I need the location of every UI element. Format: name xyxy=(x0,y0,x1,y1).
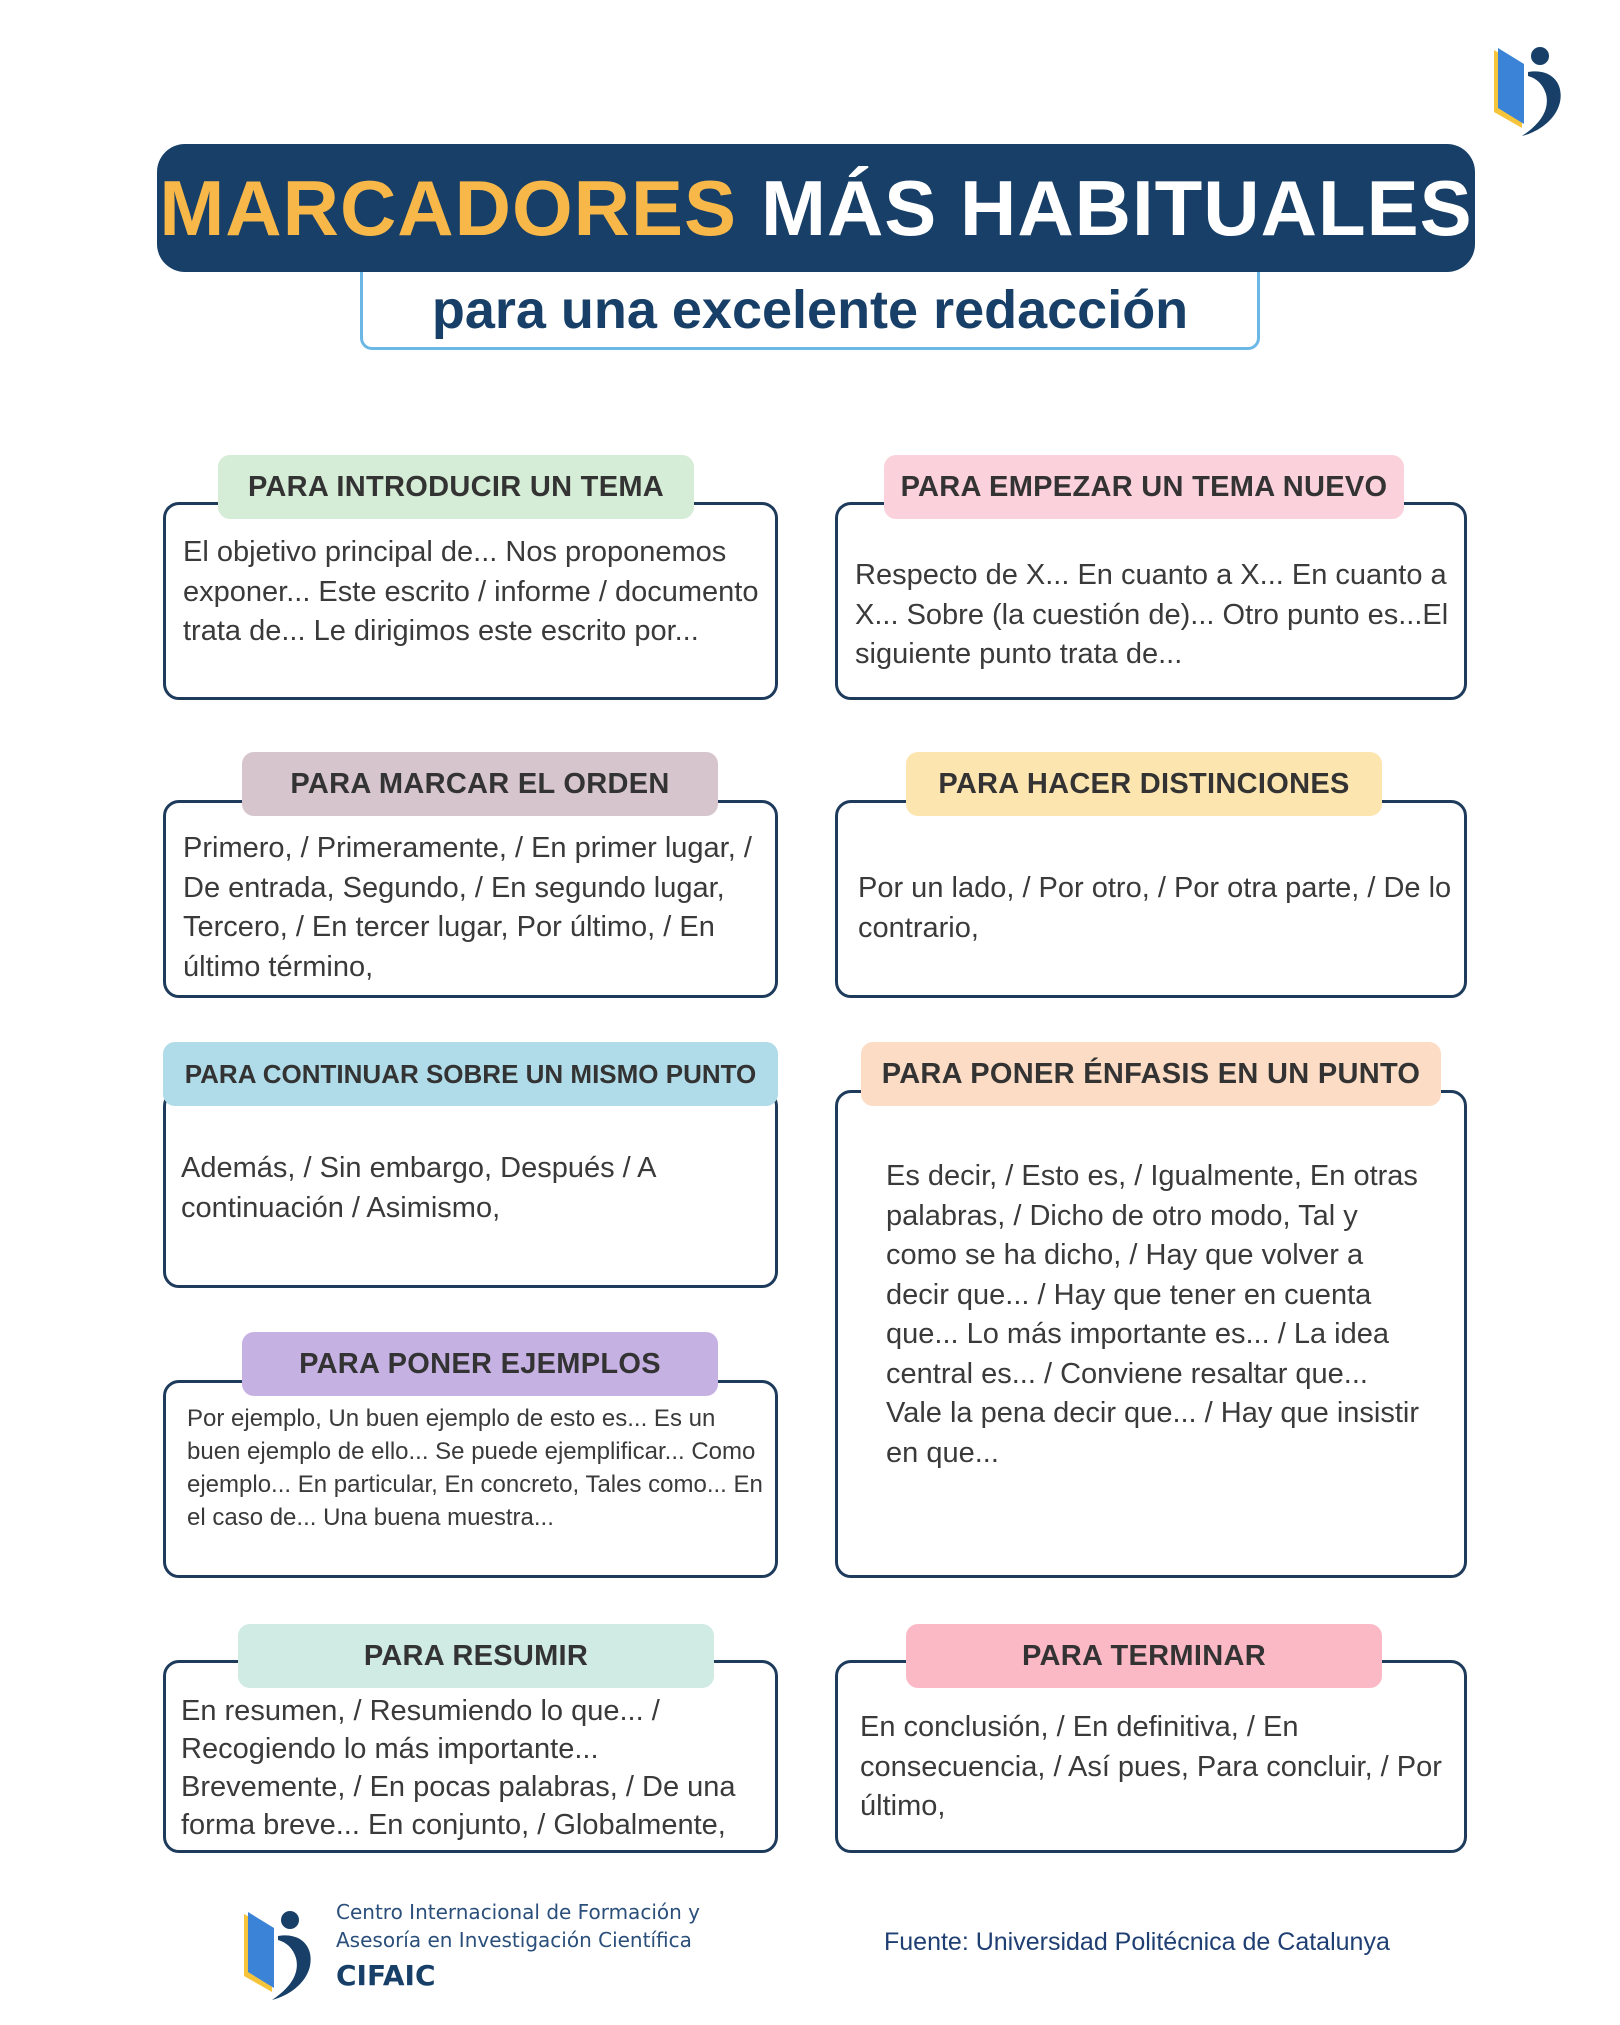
card-text: Respecto de X... En cuanto a X... En cuanto a X... Sobre (la cuestión de)... Otro punto es...El siguiente punto trata de... xyxy=(855,559,1449,670)
card-text: Por un lado, / Por otro, / Por otra parte, / De lo contrario, xyxy=(858,872,1452,944)
card-poner-ejemplos xyxy=(163,1380,778,1578)
card-terminar xyxy=(835,1660,1467,1853)
label-poner-ejemplos: PARA PONER EJEMPLOS xyxy=(242,1332,718,1396)
label-poner-enfasis: PARA PONER ÉNFASIS EN UN PUNTO xyxy=(861,1042,1441,1106)
label-introducir-tema: PARA INTRODUCIR UN TEMA xyxy=(218,455,694,519)
card-poner-enfasis xyxy=(835,1090,1467,1578)
page-subtitle: para una excelente redacción xyxy=(360,272,1260,350)
org-abbreviation: CIFAIC xyxy=(336,1959,436,1992)
footer-organization xyxy=(336,1898,700,1998)
title-highlight: MARCADORES xyxy=(159,163,737,252)
card-text: En conclusión, / En definitiva, / En consecuencia, / Así pues, Para concluir, / Por último, xyxy=(860,1711,1442,1822)
title-rest: MÁS HABITUALES xyxy=(761,163,1473,252)
card-text: Primero, / Primeramente, / En primer lugar, / De entrada, Segundo, / En segundo lugar, Tercero, / En tercer lugar, Por último, / En último término, xyxy=(183,832,752,983)
card-marcar-orden xyxy=(163,800,778,998)
cifaic-logo-icon xyxy=(1488,36,1568,136)
page-title xyxy=(157,144,1475,272)
org-line-2: Asesoría en Investigación Científica xyxy=(336,1928,692,1952)
card-introducir-tema xyxy=(163,502,778,700)
card-text: El objetivo principal de... Nos proponemos exponer... Este escrito / informe / documento trata de... Le dirigimos este escrito por... xyxy=(183,536,759,647)
card-resumir xyxy=(163,1660,778,1853)
org-line-1: Centro Internacional de Formación y xyxy=(336,1900,700,1924)
footer-source: Fuente: Universidad Politécnica de Catalunya xyxy=(884,1928,1390,1956)
label-marcar-orden: PARA MARCAR EL ORDEN xyxy=(242,752,718,816)
cifaic-footer-logo-icon xyxy=(238,1900,318,2000)
card-text: Por ejemplo, Un buen ejemplo de esto es... Es un buen ejemplo de ello... Se puede ejemplificar... Como ejemplo... En particular, En concreto, Tales como... En el caso de... Una buena muestra... xyxy=(187,1405,763,1531)
label-empezar-tema: PARA EMPEZAR UN TEMA NUEVO xyxy=(884,455,1404,519)
card-text: Es decir, / Esto es, / Igualmente, En otras palabras, / Dicho de otro modo, Tal y como se ha dicho, / Hay que volver a decir que... / Hay que tener en cuenta que... Lo más importante es... / La idea central es... / Conviene resaltar que... Vale la pena decir que... / Hay que insistir en que... xyxy=(886,1160,1420,1469)
label-terminar: PARA TERMINAR xyxy=(906,1624,1382,1688)
card-text: Además, / Sin embargo, Después / A continuación / Asimismo, xyxy=(181,1152,655,1224)
label-hacer-distinciones: PARA HACER DISTINCIONES xyxy=(906,752,1382,816)
card-hacer-distinciones xyxy=(835,800,1467,998)
card-continuar-punto xyxy=(163,1090,778,1288)
label-resumir: PARA RESUMIR xyxy=(238,1624,714,1688)
label-continuar-punto: PARA CONTINUAR SOBRE UN MISMO PUNTO xyxy=(163,1042,778,1106)
card-text: En resumen, / Resumiendo lo que... / Recogiendo lo más importante... Brevemente, / En pocas palabras, / De una forma breve... En conjunto, / Globalmente, xyxy=(181,1695,736,1841)
card-empezar-tema xyxy=(835,502,1467,700)
